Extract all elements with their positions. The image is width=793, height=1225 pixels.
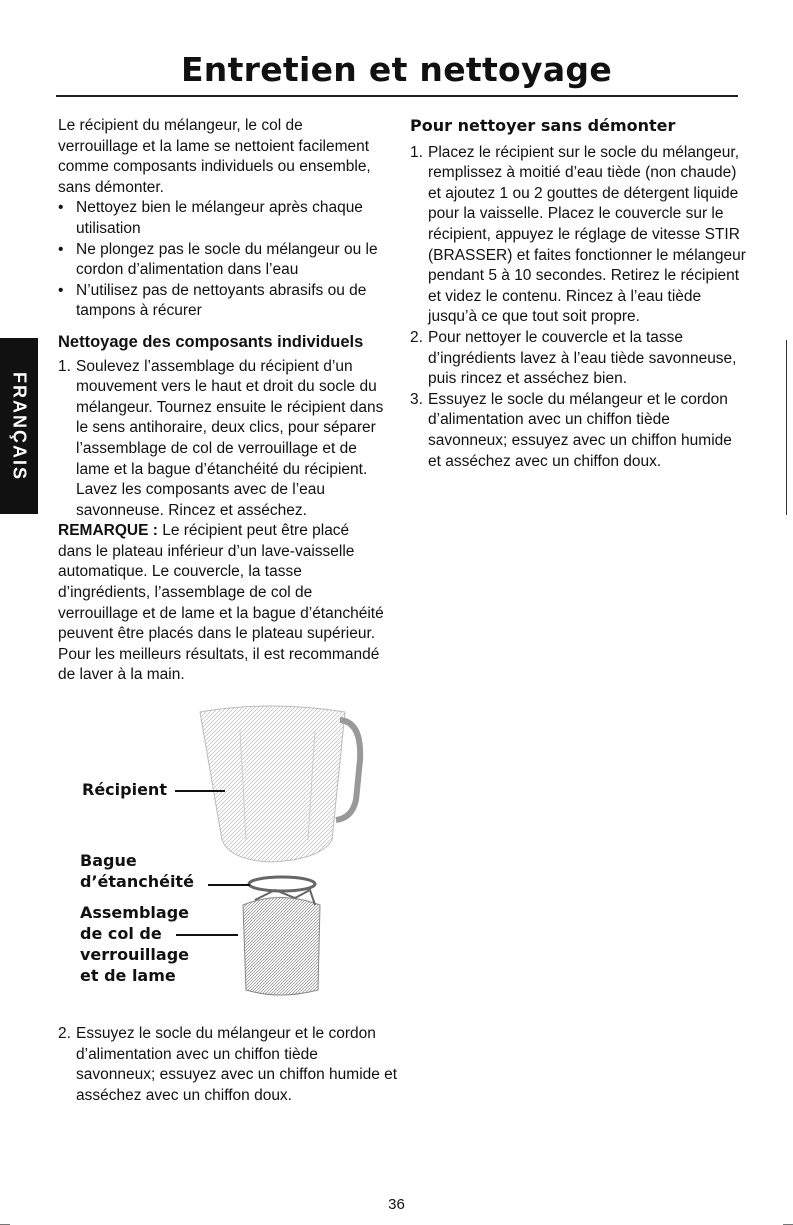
note-label: REMARQUE : [58, 522, 158, 540]
step-text: Essuyez le socle du mélangeur et le cordon d’alimentation avec un chiffon tiède savonneux; essuyez avec un chiffon humide et asséchez avec un chiffon doux. [76, 1025, 398, 1104]
step-number: 2. [58, 1025, 71, 1042]
label-ring-line1: Bague [80, 851, 137, 870]
leader-line-ring [208, 884, 250, 886]
step-item [410, 328, 746, 390]
step-item [58, 357, 384, 522]
bullet-item: • Ne plongez pas le socle du mélangeur ou le cordon d’alimentation dans l’eau [58, 240, 384, 281]
note-text: Le récipient peut être placé dans le plateau inférieur d’un lave-vaisselle automatique. Le couvercle, la tasse d’ingrédients, l’assemblage de col de verrouillage et de lame et la bague d’étanchéité peuvent être placés dans le plateau supérieur. Pour les meilleurs résultats, il est recommandé de laver à la main. [58, 522, 384, 684]
step-text: Placez le récipient sur le socle du mélangeur, remplissez à moitié d’eau tiède (non chaude) et ajoutez 1 ou 2 gouttes de détergent liquide pour la vaisselle. Placez le couvercle sur le récipient, appuyez le réglage de vitesse STIR (BRASSER) et faites fonctionner le mélangeur pendant 5 à 10 secondes. Retirez le récipient et videz le contenu. Rincez à l’eau tiède jusqu’à ce que tout soit propre. [428, 143, 746, 326]
blender-parts-figure [70, 700, 390, 1020]
bullet-item: • N’utilisez pas de nettoyants abrasifs ou de tampons à récurer [58, 281, 384, 322]
leader-line-assembly [176, 934, 238, 936]
right-column [410, 116, 746, 472]
edge-mark [786, 340, 787, 515]
step-number: 1. [410, 143, 423, 161]
bullet-item: • Nettoyez bien le mélangeur après chaque utilisation [58, 198, 384, 239]
step-text: Soulevez l’assemblage du récipient d’un mouvement vers le haut et droit du socle du mélangeur. Tournez ensuite le récipient dans le sens antihoraire, deux clics, pour séparer l’assemblage de col de verrouillage et de lame et la bague d’étanchéité du récipient. Lavez les composants avec de l’eau savonneuse. Rincez et asséchez. [76, 357, 384, 519]
page-number: 36 [388, 1196, 405, 1213]
step-number: 3. [410, 390, 423, 408]
section-heading-no-disassembly: Pour nettoyer sans démonter [410, 116, 676, 135]
label-assembly-line4: et de lame [80, 966, 176, 985]
step-item [410, 143, 746, 328]
label-jar: Récipient [82, 780, 167, 799]
note-paragraph [58, 521, 384, 686]
intro-paragraph: Le récipient du mélangeur, le col de verrouillage et la lame se nettoient facilement comme composants individuels ou ensemble, sans démonter. [58, 117, 371, 196]
label-assembly-line3: verrouillage [80, 945, 189, 964]
label-assembly-line2: de col de [80, 924, 162, 943]
step-number: 1. [58, 357, 71, 375]
step-item [58, 1024, 398, 1106]
leader-line-jar [175, 790, 225, 792]
language-tab [0, 338, 38, 514]
title-rule [56, 95, 738, 97]
step-text: Essuyez le socle du mélangeur et le cordon d’alimentation avec un chiffon tiède savonneux; essuyez avec un chiffon humide et asséchez avec un chiffon doux. [428, 390, 732, 470]
language-tab-label: FRANÇAIS [9, 371, 30, 481]
section-heading-individual: Nettoyage des composants individuels [58, 332, 364, 351]
step-text: Pour nettoyer le couvercle et la tasse d’ingrédients lavez à l’eau tiède savonneuse, puis rincez et asséchez bien. [428, 328, 737, 388]
label-assembly-line1: Assemblage [80, 903, 189, 922]
step-number: 2. [410, 328, 423, 346]
label-ring-line2: d’étanchéité [80, 872, 194, 891]
page-title: Entretien et nettoyage [180, 50, 613, 89]
left-column [58, 116, 384, 686]
step-item [410, 390, 746, 472]
